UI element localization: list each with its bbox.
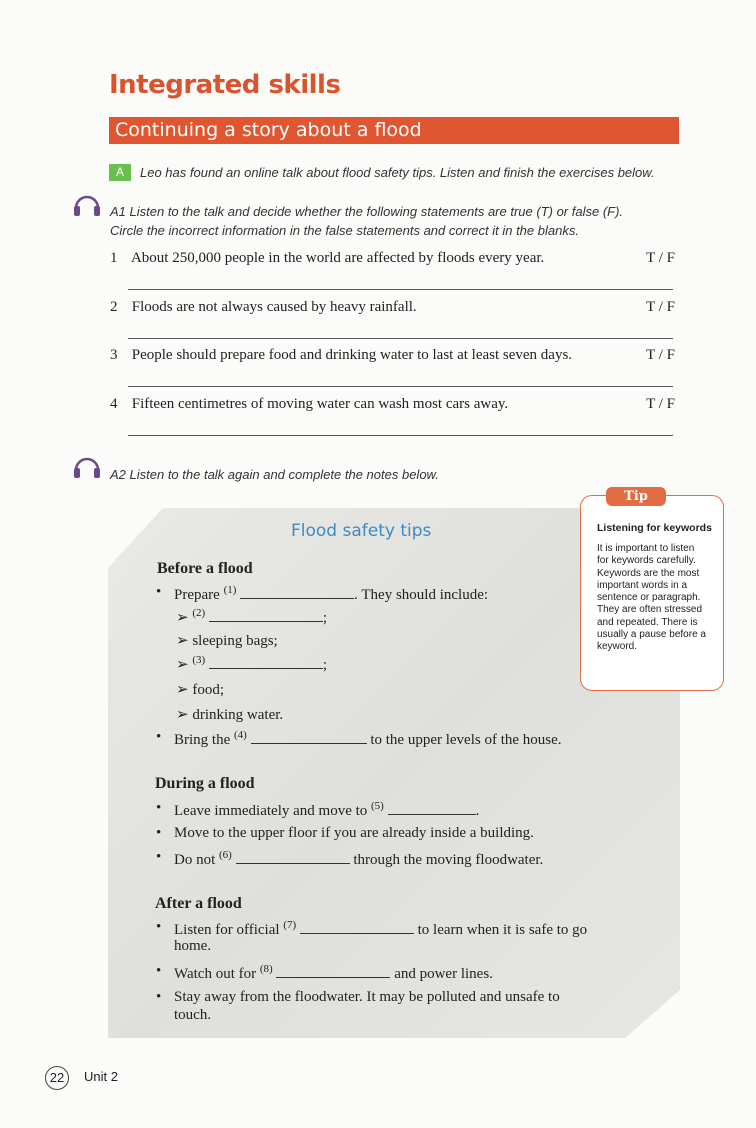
watch-text: Watch out for (174, 966, 257, 982)
prepare-tail: . They should include: (354, 587, 489, 603)
page-number: 22 (45, 1066, 69, 1090)
tip-tag: Tip (606, 487, 666, 506)
subitem-food (176, 680, 224, 699)
listen-text: Listen for official (174, 922, 280, 938)
tip-line: keyword. (597, 641, 638, 653)
blank-number: (6) (219, 849, 232, 861)
bring-item (158, 729, 562, 749)
semicolon: ; (322, 657, 328, 673)
section-a-intro: Leo has found an online talk about flood safety tips. Listen and finish the exercises below. (140, 165, 655, 180)
prepare-text: Prepare (174, 587, 220, 603)
true-false-choice[interactable]: T / F (646, 396, 675, 412)
a1-instructions (110, 202, 680, 240)
notes-title: Flood safety tips (291, 521, 432, 541)
subitem-2 (176, 607, 327, 627)
tip-heading: Listening for keywords (597, 522, 712, 534)
statement-number: 3 (110, 347, 118, 363)
answer-line[interactable] (128, 386, 673, 387)
tip-line: for keywords carefully. (597, 555, 696, 567)
during-heading: During a flood (155, 775, 255, 792)
blank-6[interactable] (236, 851, 350, 864)
headphones-icon[interactable] (72, 452, 102, 482)
arrow-icon: ➢ (176, 707, 189, 723)
bring-text: Bring the (174, 732, 231, 748)
blank-1[interactable] (240, 586, 354, 599)
watch-item (158, 963, 493, 983)
tip-line: It is important to listen (597, 543, 695, 554)
blank-number: (3) (192, 654, 206, 666)
donot-text: Do not (174, 852, 216, 868)
subitem-3 (176, 654, 327, 674)
food-text: food; (192, 682, 224, 698)
listen-tail: to learn when it is safe to go (417, 922, 588, 938)
blank-number: (7) (283, 919, 297, 931)
listen-continuation: home. (174, 938, 212, 954)
watch-tail: and power lines. (394, 966, 493, 982)
statement-text: People should prepare food and drinking water to last at least seven days. (131, 347, 573, 363)
answer-line[interactable] (128, 338, 673, 339)
prepare-item (158, 584, 488, 604)
a2-instruction: A2 Listen to the talk again and complete the notes below. (110, 467, 439, 482)
stay-item (158, 989, 560, 1006)
a1-instruction-line1: A1 Listen to the talk and decide whether the following statements are true (T) or false (F). (110, 204, 624, 219)
true-false-choice[interactable]: T / F (646, 250, 675, 266)
blank-3[interactable] (209, 656, 323, 669)
tip-line: usually a pause before a (597, 629, 706, 641)
semicolon: ; (322, 610, 328, 626)
leave-item (158, 800, 479, 820)
statement-number: 4 (110, 396, 118, 412)
leave-text: Leave immediately and move to (174, 803, 368, 819)
blank-number: (1) (223, 584, 237, 596)
page-title: Integrated skills (109, 70, 341, 100)
statement-number: 1 (110, 250, 118, 266)
drinking-water-text: drinking water. (192, 707, 284, 723)
donot-tail: through the moving floodwater. (353, 852, 544, 868)
answer-line[interactable] (128, 435, 673, 436)
before-heading: Before a flood (157, 560, 253, 577)
move-text: Move to the upper floor if you are already inside a building. (174, 825, 534, 841)
tip-line: important words in a (597, 579, 688, 591)
paper-curl-top-left (108, 508, 163, 568)
blank-5[interactable] (388, 802, 476, 815)
statement-3 (110, 347, 675, 364)
tip-line: Keywords are the most (597, 567, 700, 579)
blank-number: (5) (371, 800, 384, 812)
move-item (158, 825, 534, 842)
true-false-choice[interactable]: T / F (646, 299, 675, 315)
true-false-choice[interactable]: T / F (646, 347, 675, 363)
statement-4 (110, 396, 675, 413)
subitem-sleeping-bags (176, 631, 278, 650)
stay-continuation: touch. (174, 1007, 212, 1023)
statement-2 (110, 299, 675, 316)
blank-number: (8) (259, 963, 273, 975)
tip-line: sentence or paragraph. (597, 592, 701, 604)
blank-7[interactable] (300, 921, 414, 934)
paper-curl-bottom-right (625, 990, 680, 1038)
section-a-badge: A (109, 164, 131, 181)
blank-number: (4) (234, 729, 247, 741)
statement-text: Fifteen centimetres of moving water can wash most cars away. (131, 396, 509, 412)
donot-item (158, 849, 543, 869)
section-banner: Continuing a story about a flood (109, 117, 679, 144)
subitem-drinking-water (176, 705, 283, 724)
sleeping-bags-text: sleeping bags; (192, 633, 278, 649)
blank-2[interactable] (209, 609, 323, 622)
blank-4[interactable] (251, 731, 367, 744)
statement-number: 2 (110, 299, 118, 315)
a1-instruction-line2: Circle the incorrect information in the false statements and correct it in the blanks. (110, 223, 579, 238)
headphones-icon[interactable] (72, 190, 102, 220)
unit-label: Unit 2 (84, 1069, 118, 1084)
blank-number: (2) (192, 607, 206, 619)
statement-text: About 250,000 people in the world are affected by floods every year. (130, 250, 545, 266)
blank-8[interactable] (276, 965, 390, 978)
tip-line: and repeated. There is (597, 616, 698, 628)
tip-line: They are often stressed (597, 604, 703, 616)
statement-text: Floods are not always caused by heavy rainfall. (131, 299, 417, 315)
arrow-icon: ➢ (176, 633, 189, 649)
arrow-icon: ➢ (176, 657, 189, 673)
bring-tail: to the upper levels of the house. (370, 732, 562, 748)
stay-text: Stay away from the floodwater. It may be polluted and unsafe to (174, 989, 560, 1005)
arrow-icon: ➢ (176, 682, 189, 698)
arrow-icon: ➢ (176, 610, 189, 626)
listen-item (158, 919, 587, 939)
answer-line[interactable] (128, 289, 673, 290)
statement-1 (110, 250, 675, 267)
leave-tail: . (475, 803, 480, 819)
tip-body (597, 543, 719, 654)
after-heading: After a flood (155, 895, 242, 912)
